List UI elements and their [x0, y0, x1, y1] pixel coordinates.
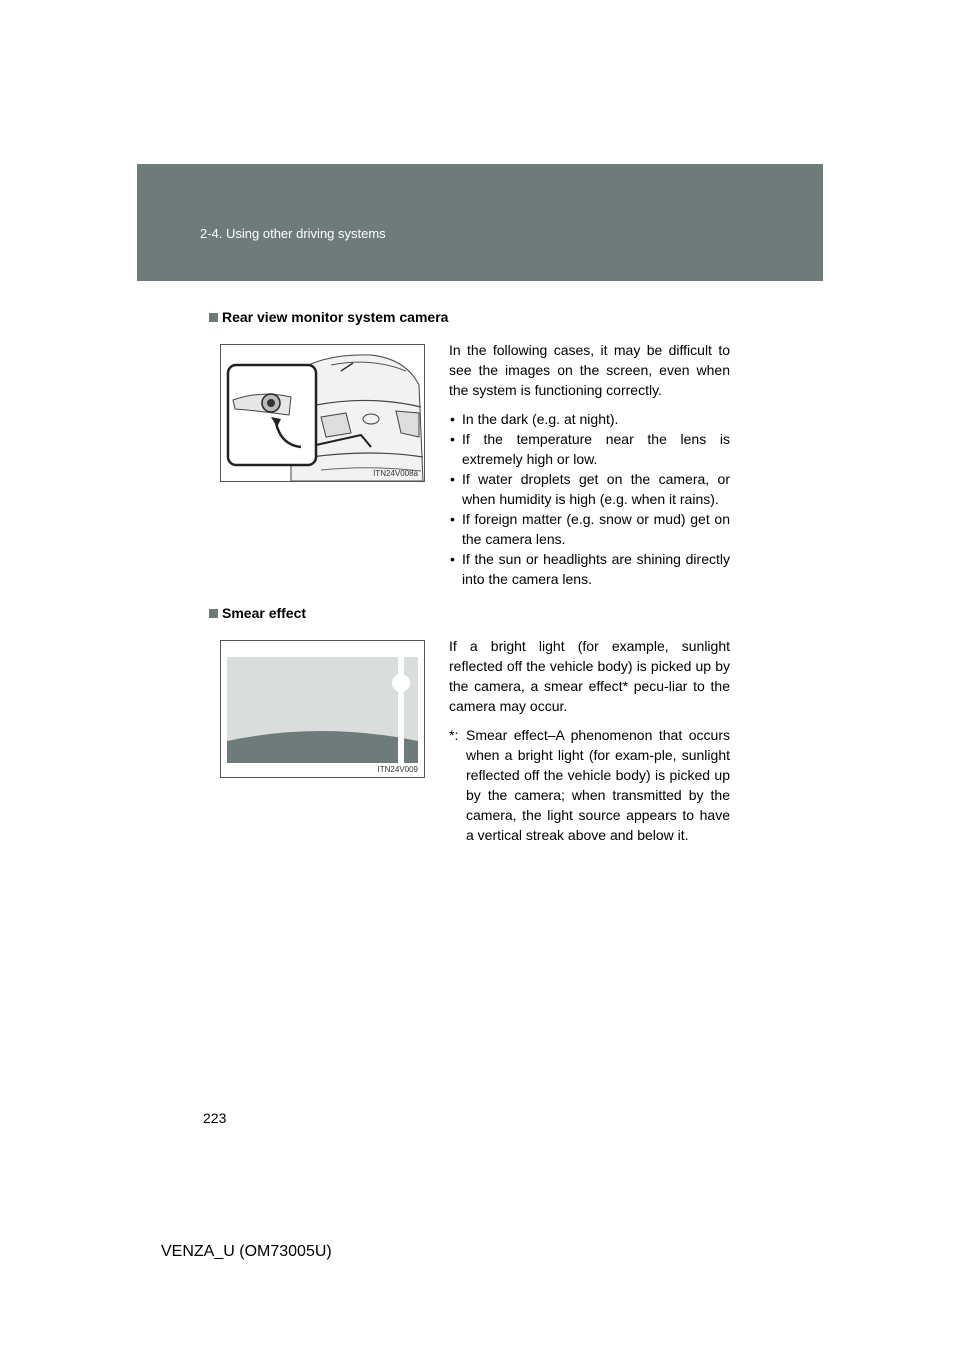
- footnote: [449, 725, 730, 845]
- figure-code: ITN24V008a: [373, 469, 418, 478]
- figure-code: ITN24V009: [377, 765, 418, 774]
- heading-square-icon: [209, 609, 218, 618]
- smear-effect-illustration: [221, 641, 424, 777]
- list-item: • If foreign matter (e.g. snow or mud) get on the camera lens.: [449, 509, 730, 549]
- heading-square-icon: [209, 313, 218, 322]
- conditions-list: [449, 409, 730, 589]
- figure-rear-camera: [220, 344, 425, 482]
- text-column-rear-camera: [449, 340, 730, 589]
- page-number: 223: [203, 1110, 227, 1126]
- footnote-text: Smear effect–A phenomenon that occurs when a bright light (for exam-ple, sunlight reflected off the vehicle body) is picked up by the camera; when transmitted by the camera, the light source appears to have a vertical streak above and below it.: [466, 727, 730, 843]
- intro-paragraph: If a bright light (for example, sunlight reflected off the vehicle body) is picked up by the camera, a smear effect* pecu-liar to the camera may occur.: [449, 638, 730, 714]
- heading-text: Rear view monitor system camera: [222, 309, 449, 325]
- section-breadcrumb: 2-4. Using other driving systems: [200, 226, 386, 241]
- footnote-mark: *:: [449, 727, 459, 743]
- figure-smear-effect: [220, 640, 425, 778]
- list-item: • In the dark (e.g. at night).: [449, 409, 730, 429]
- heading-text: Smear effect: [222, 605, 307, 621]
- intro-paragraph: In the following cases, it may be difficult to see the images on the screen, even when the system is functioning correctly.: [449, 342, 730, 398]
- list-item: • If the sun or headlights are shining directly into the camera lens.: [449, 549, 730, 589]
- rear-camera-illustration: [221, 345, 424, 481]
- header-band: [137, 164, 823, 281]
- text-column-smear-effect: [449, 636, 730, 845]
- list-item: • If water droplets get on the camera, or when humidity is high (e.g. when it rains).: [449, 469, 730, 509]
- heading-rear-camera: [209, 309, 448, 325]
- heading-smear-effect: [209, 605, 306, 621]
- document-code: VENZA_U (OM73005U): [161, 1243, 332, 1260]
- list-item: • If the temperature near the lens is extremely high or low.: [449, 429, 730, 469]
